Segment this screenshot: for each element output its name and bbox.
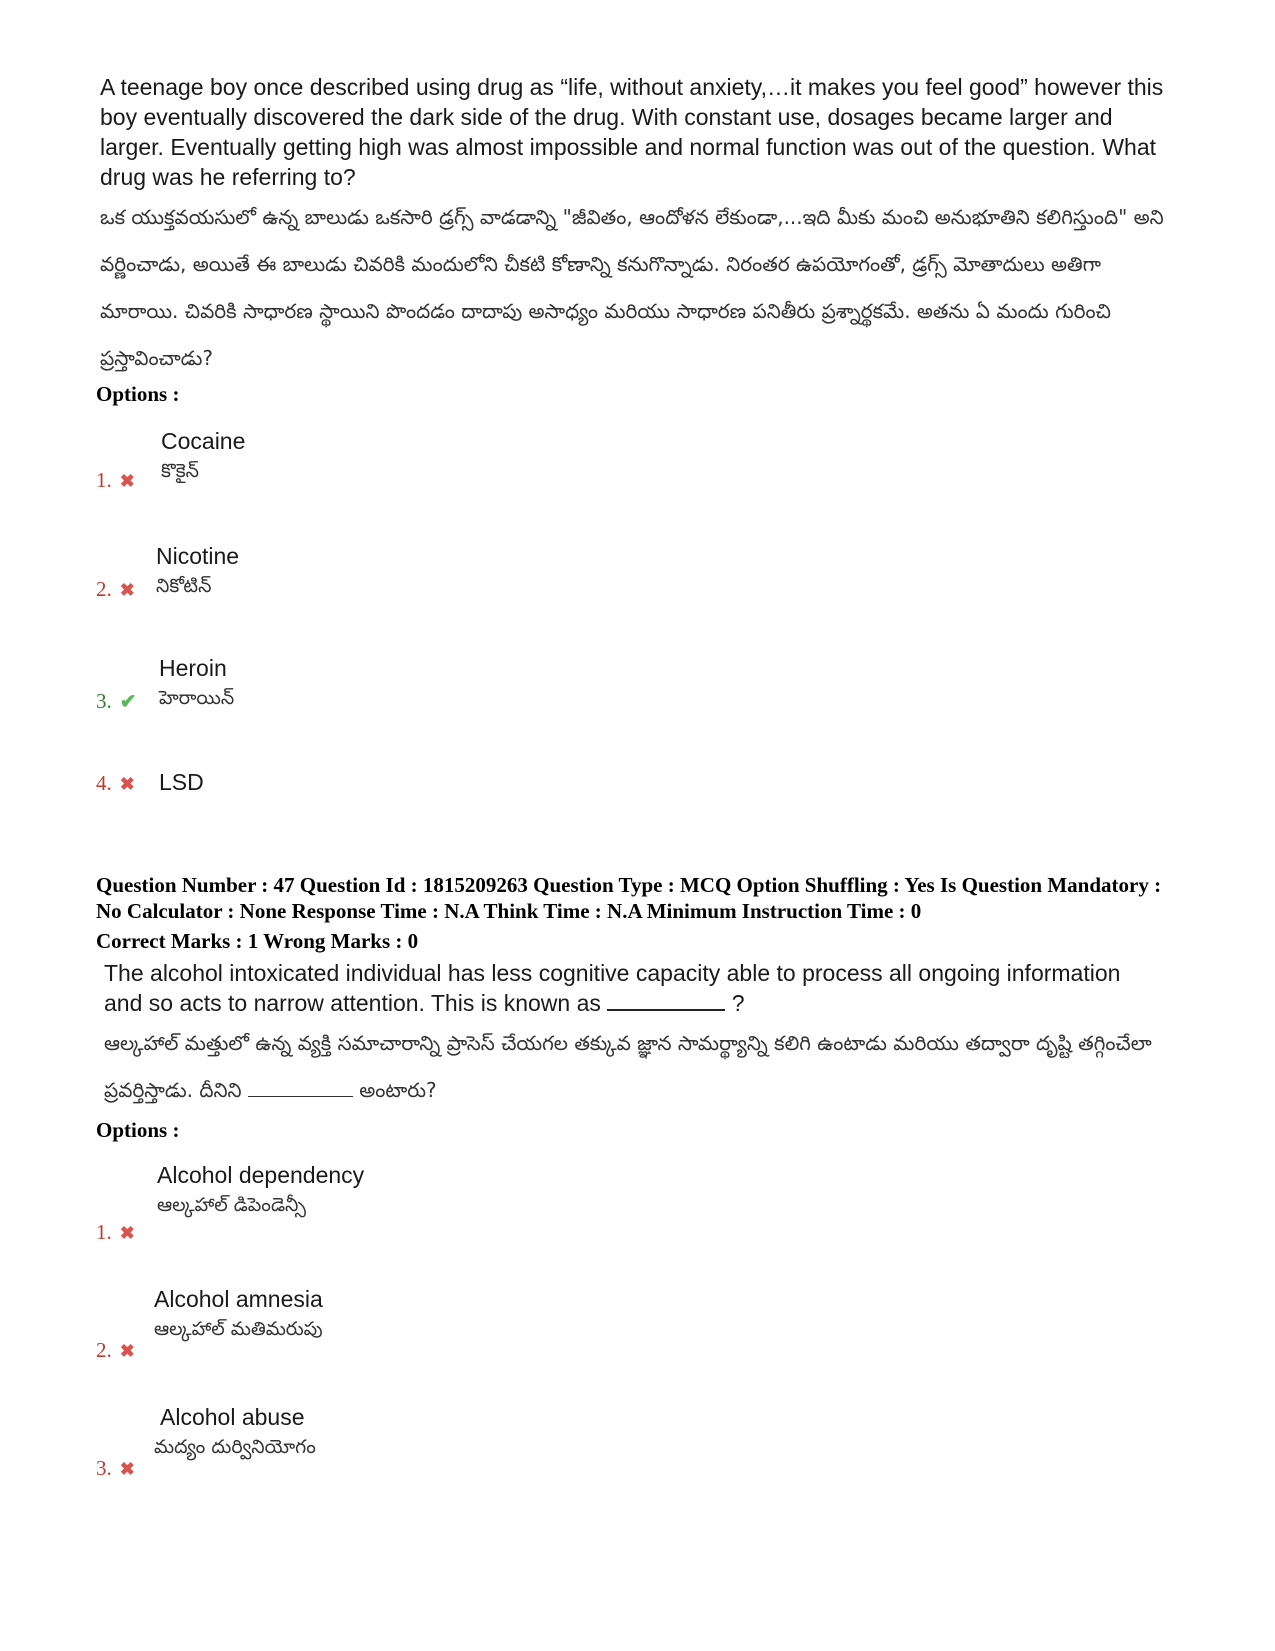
option-1-number: 1. ✖ (96, 1220, 135, 1244)
option-2 (96, 1286, 796, 1366)
option-1-english: Alcohol dependency (157, 1162, 365, 1188)
option-3-telugu: మద్యం దుర్వినియోగం (154, 1436, 316, 1458)
cross-icon: ✖ (119, 1223, 135, 1243)
cross-icon: ✖ (119, 1341, 135, 1361)
option-2-number: 2. ✖ (96, 577, 135, 601)
option-4-english: LSD (159, 769, 204, 795)
option-1 (96, 1162, 796, 1242)
option-3-number: 3. ✔ (96, 689, 137, 713)
option-4 (96, 769, 796, 819)
option-2-english: Alcohol amnesia (154, 1286, 323, 1312)
option-1-telugu: కొకైన్ (161, 460, 200, 482)
cross-icon: ✖ (119, 471, 135, 491)
question-46-english: A teenage boy once described using drug as “life, without anxiety,…it makes you feel good” however this boy eventually discovered the dark side of the drug. With constant use, dosages became larger and larger. Eventually getting high was almost impossible and normal function was out of the question. What drug was he referring to? (100, 74, 1164, 190)
option-3 (96, 655, 796, 725)
answer-blank-telugu (248, 1078, 353, 1097)
option-3-telugu: హెరాయిన్ (159, 687, 235, 709)
option-4-number: 4. ✖ (96, 771, 135, 795)
option-2-english: Nicotine (156, 543, 240, 569)
question-47-english: The alcohol intoxicated individual has less cognitive capacity able to process all ongoing information and so acts to narrow attention. This is known as ? (104, 960, 1121, 1016)
question-47-text (104, 958, 1164, 1114)
question-47-telugu: ఆల్కహాల్ మత్తులో ఉన్న వ్యక్తి సమాచారాన్ని ప్రాసెస్ చేయగల తక్కువ జ్ఞాన సామర్థ్యాన్ని కలిగి ఉంటాడు మరియు తద్వారా దృష్టి తగ్గించేలా ప్రవర్తిస్తాడు. దీనిని అంటారు? (104, 1031, 1152, 1102)
options-label: Options : (96, 382, 180, 406)
option-3-english: Heroin (159, 655, 227, 681)
option-2-telugu: ఆల్కహాల్ మతిమరుపు (154, 1318, 323, 1340)
option-3-english: Alcohol abuse (160, 1404, 305, 1430)
options-label: Options : (96, 1118, 180, 1142)
option-1-english: Cocaine (161, 428, 246, 454)
option-3 (96, 1404, 796, 1484)
question-46-text (100, 72, 1180, 382)
option-1-telugu: ఆల్కహాల్ డిపెండెన్సీ (157, 1194, 306, 1216)
question-46-telugu: ఒక యుక్తవయసులో ఉన్న బాలుడు ఒకసారి డ్రగ్స్ వాడడాన్ని "జీవితం, ఆందోళన లేకుండా,...ఇది మీకు మంచి అనుభూతిని కలిగిస్తుంది" అని వర్ణించాడు, అయితే ఈ బాలుడు చివరికి మందులోని చీకటి కోణాన్ని కనుగొన్నాడు. నిరంతర ఉపయోగంతో, డ్రగ్స్ మోతాదులు అతిగా మారాయి. చివరికి సాధారణ స్థాయిని పొందడం దాదాపు అసాధ్యం మరియు సాధారణ పనితీరు ప్రశ్నార్థకమే. అతను ఏ మందు గురించి ప్రస్తావించాడు? (100, 205, 1164, 370)
cross-icon: ✖ (119, 580, 135, 600)
cross-icon: ✖ (119, 1459, 135, 1479)
option-2-number: 2. ✖ (96, 1338, 135, 1362)
check-icon: ✔ (119, 691, 137, 713)
cross-icon: ✖ (119, 774, 135, 794)
option-2 (96, 543, 796, 613)
answer-blank (607, 989, 725, 1011)
option-2-telugu: నికోటిన్ (156, 575, 212, 597)
option-1-number: 1. ✖ (96, 468, 135, 492)
question-47-meta: Question Number : 47 Question Id : 1815209263 Question Type : MCQ Option Shuffling : Yes Is Question Mandatory : No Calculator : None Response Time : N.A Think Time : N.A Minimum Instruction Time : 0 (96, 873, 1162, 923)
option-3-number: 3. ✖ (96, 1456, 135, 1480)
question-47-marks: Correct Marks : 1 Wrong Marks : 0 (96, 929, 419, 953)
option-1 (96, 428, 796, 498)
